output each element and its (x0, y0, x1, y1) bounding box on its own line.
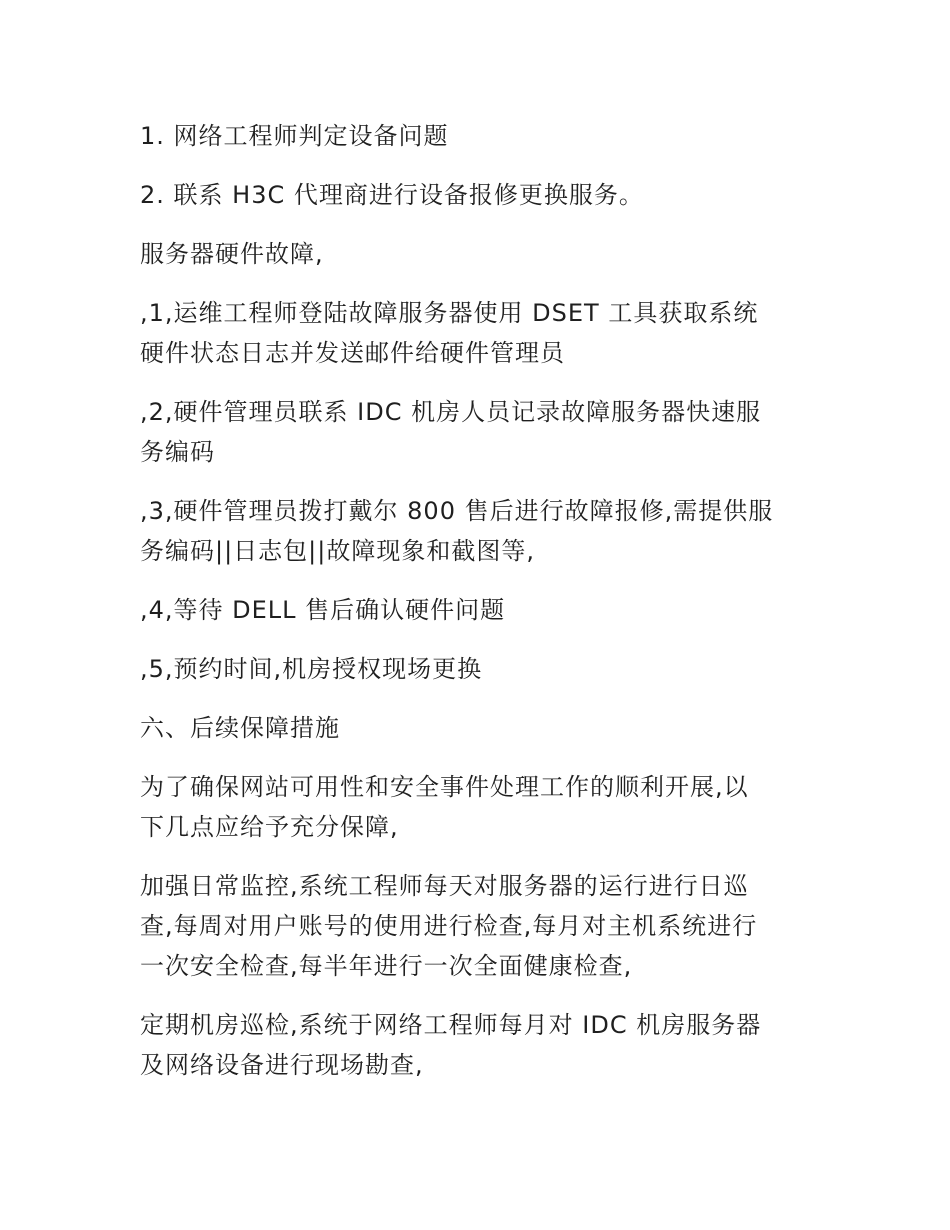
paragraph-line: 及网络设备进行现场勘查, (140, 1051, 424, 1079)
paragraph-line: ,3,硬件管理员拨打戴尔 800 售后进行故障报修,需提供服 (140, 497, 774, 525)
paragraph-line: 务编码||日志包||故障现象和截图等, (140, 537, 535, 565)
paragraph-hardware-step-3 (140, 491, 820, 571)
paragraph-line: 1. 网络工程师判定设备问题 (140, 122, 449, 150)
paragraph-line: ,4,等待 DELL 售后确认硬件问题 (140, 596, 506, 624)
paragraph-line: 一次安全检查,每半年进行一次全面健康检查, (140, 952, 633, 980)
paragraph-step-2 (140, 175, 820, 215)
paragraph-hardware-step-4 (140, 590, 820, 630)
paragraph-line: 定期机房巡检,系统于网络工程师每月对 IDC 机房服务器 (140, 1011, 762, 1039)
document-body (140, 116, 820, 1104)
paragraph-hardware-step-2 (140, 392, 820, 472)
section-heading-follow-up (140, 708, 820, 748)
paragraph-line: 为了确保网站可用性和安全事件处理工作的顺利开展,以 (140, 773, 749, 801)
paragraph-monitoring (140, 866, 820, 986)
paragraph-line: 查,每周对用户账号的使用进行检查,每月对主机系统进行 (140, 912, 758, 940)
paragraph-line: ,1,运维工程师登陆故障服务器使用 DSET 工具获取系统 (140, 299, 759, 327)
paragraph-step-1 (140, 116, 820, 156)
paragraph-line: 下几点应给予充分保障, (140, 813, 399, 841)
paragraph-line: ,2,硬件管理员联系 IDC 机房人员记录故障服务器快速服 (140, 398, 762, 426)
paragraph-line: 服务器硬件故障, (140, 240, 324, 268)
paragraph-inspection (140, 1005, 820, 1085)
paragraph-hardware-step-5 (140, 649, 820, 689)
paragraph-line: 2. 联系 H3C 代理商进行设备报修更换服务。 (140, 181, 644, 209)
paragraph-line: 六、后续保障措施 (140, 714, 340, 742)
paragraph-line: 加强日常监控,系统工程师每天对服务器的运行进行日巡 (140, 872, 749, 900)
paragraph-hardware-step-1 (140, 293, 820, 373)
paragraph-hardware-fault-heading (140, 234, 820, 274)
paragraph-line: ,5,预约时间,机房授权现场更换 (140, 655, 483, 683)
paragraph-line: 务编码 (140, 438, 215, 466)
paragraph-intro (140, 767, 820, 847)
paragraph-line: 硬件状态日志并发送邮件给硬件管理员 (140, 339, 565, 367)
